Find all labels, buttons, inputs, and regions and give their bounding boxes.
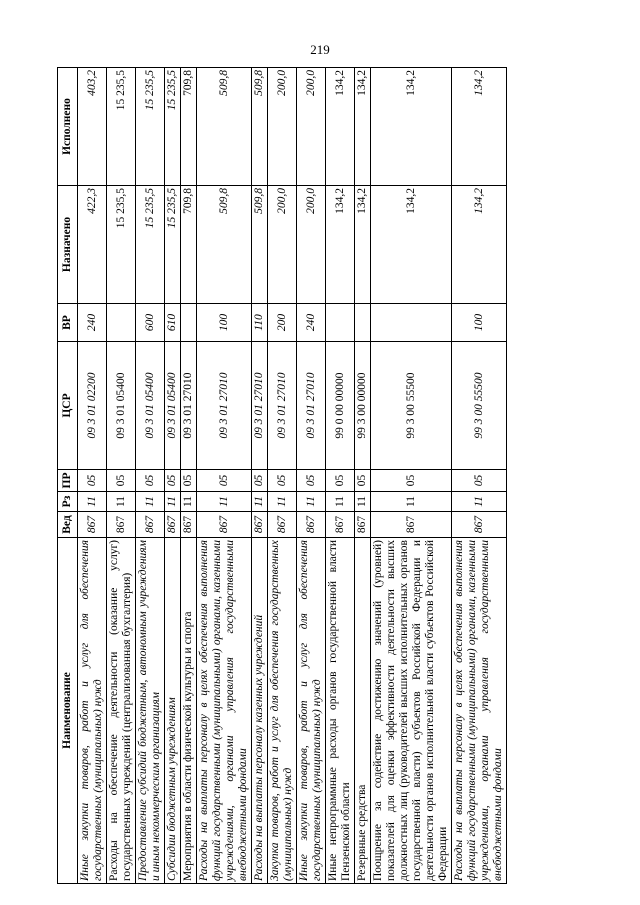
cell-csr: 09 3 01 27010 bbox=[252, 342, 268, 470]
cell-csr: 09 3 01 05400 bbox=[107, 342, 136, 470]
cell-pr: 05 bbox=[355, 470, 371, 492]
cell-csr: 09 3 01 27010 bbox=[181, 342, 197, 470]
header-ved: Вед bbox=[58, 512, 78, 538]
cell-pr: 05 bbox=[107, 470, 136, 492]
cell-pr: 05 bbox=[326, 470, 355, 492]
cell-vr: 600 bbox=[136, 304, 165, 342]
cell-name: Резервные средства bbox=[355, 538, 371, 884]
cell-rz: 11 bbox=[268, 492, 297, 512]
cell-naznacheno: 134,2 bbox=[371, 186, 452, 304]
table-row bbox=[371, 68, 452, 884]
rotated-table-container bbox=[57, 68, 533, 884]
cell-ispolneno: 134,2 bbox=[371, 68, 452, 186]
cell-pr: 05 bbox=[452, 470, 507, 492]
table-row bbox=[297, 68, 326, 884]
cell-vr bbox=[326, 304, 355, 342]
cell-name: Расходы на выплаты персоналу в целях обеспечения выполнения функций государственными (муниципальными) органами, казенными учреждениями, органами управления государственными внебюджетными фондами bbox=[197, 538, 252, 884]
cell-rz: 11 bbox=[355, 492, 371, 512]
cell-rz: 11 bbox=[297, 492, 326, 512]
cell-rz: 11 bbox=[165, 492, 181, 512]
cell-vr: 200 bbox=[268, 304, 297, 342]
cell-naznacheno: 15 235,5 bbox=[136, 186, 165, 304]
cell-ispolneno: 709,8 bbox=[181, 68, 197, 186]
cell-pr: 05 bbox=[252, 470, 268, 492]
cell-naznacheno: 15 235,5 bbox=[107, 186, 136, 304]
cell-pr: 05 bbox=[78, 470, 107, 492]
cell-ispolneno: 509,8 bbox=[197, 68, 252, 186]
cell-name: Мероприятия в области физической культуры и спорта bbox=[181, 538, 197, 884]
header-ispolneno: Исполнено bbox=[58, 68, 78, 186]
cell-naznacheno: 134,2 bbox=[355, 186, 371, 304]
cell-ispolneno: 134,2 bbox=[355, 68, 371, 186]
cell-naznacheno: 422,3 bbox=[78, 186, 107, 304]
cell-ispolneno: 15 235,5 bbox=[107, 68, 136, 186]
cell-ved: 867 bbox=[252, 512, 268, 538]
header-naznacheno: Назначено bbox=[58, 186, 78, 304]
cell-ved: 867 bbox=[371, 512, 452, 538]
cell-naznacheno: 15 235,5 bbox=[165, 186, 181, 304]
cell-name: Субсидии бюджетным учреждениям bbox=[165, 538, 181, 884]
table-row bbox=[355, 68, 371, 884]
cell-ved: 867 bbox=[268, 512, 297, 538]
cell-pr: 05 bbox=[297, 470, 326, 492]
cell-csr: 09 3 01 02200 bbox=[78, 342, 107, 470]
cell-csr: 99 3 00 55500 bbox=[371, 342, 452, 470]
cell-csr: 09 3 01 05400 bbox=[165, 342, 181, 470]
table-row bbox=[107, 68, 136, 884]
table-row bbox=[197, 68, 252, 884]
cell-ispolneno: 200,0 bbox=[268, 68, 297, 186]
table-header-row bbox=[58, 68, 78, 884]
cell-ved: 867 bbox=[355, 512, 371, 538]
cell-csr: 09 3 01 27010 bbox=[268, 342, 297, 470]
cell-ved: 867 bbox=[165, 512, 181, 538]
header-csr: ЦСР bbox=[58, 342, 78, 470]
cell-rz: 11 bbox=[326, 492, 355, 512]
cell-rz: 11 bbox=[452, 492, 507, 512]
cell-naznacheno: 509,8 bbox=[197, 186, 252, 304]
cell-pr: 05 bbox=[268, 470, 297, 492]
table-row bbox=[165, 68, 181, 884]
cell-pr: 05 bbox=[165, 470, 181, 492]
cell-csr: 09 3 01 27010 bbox=[197, 342, 252, 470]
cell-pr: 05 bbox=[181, 470, 197, 492]
cell-naznacheno: 509,8 bbox=[252, 186, 268, 304]
cell-vr: 100 bbox=[452, 304, 507, 342]
cell-pr: 05 bbox=[371, 470, 452, 492]
cell-name: Расходы на обеспечение деятельности (оказание услуг) государственных учреждений (централизованная бухгалтерия) bbox=[107, 538, 136, 884]
cell-ved: 867 bbox=[326, 512, 355, 538]
header-name: Наименование bbox=[58, 538, 78, 884]
table-row bbox=[181, 68, 197, 884]
cell-name: Предоставление субсидий бюджетным, автономным учреждениям и иным некоммерческим организациям bbox=[136, 538, 165, 884]
cell-ved: 867 bbox=[107, 512, 136, 538]
cell-csr: 09 3 01 27010 bbox=[297, 342, 326, 470]
cell-ispolneno: 15 235,5 bbox=[165, 68, 181, 186]
table-row bbox=[326, 68, 355, 884]
cell-naznacheno: 709,8 bbox=[181, 186, 197, 304]
cell-rz: 11 bbox=[181, 492, 197, 512]
cell-rz: 11 bbox=[197, 492, 252, 512]
cell-naznacheno: 134,2 bbox=[452, 186, 507, 304]
cell-ved: 867 bbox=[181, 512, 197, 538]
cell-ispolneno: 403,2 bbox=[78, 68, 107, 186]
cell-vr: 610 bbox=[165, 304, 181, 342]
cell-name: Иные закупки товаров, работ и услуг для обеспечения государственных (муниципальных) нужд bbox=[78, 538, 107, 884]
cell-pr: 05 bbox=[197, 470, 252, 492]
cell-ispolneno: 134,2 bbox=[452, 68, 507, 186]
cell-name: Расходы на выплаты персоналу казенных учреждений bbox=[252, 538, 268, 884]
cell-ispolneno: 200,0 bbox=[297, 68, 326, 186]
cell-pr: 05 bbox=[136, 470, 165, 492]
header-pr: ПР bbox=[58, 470, 78, 492]
cell-ispolneno: 134,2 bbox=[326, 68, 355, 186]
table-row bbox=[268, 68, 297, 884]
cell-ved: 867 bbox=[136, 512, 165, 538]
cell-csr: 99 3 00 00000 bbox=[355, 342, 371, 470]
cell-vr bbox=[371, 304, 452, 342]
cell-name: Закупка товаров, работ и услуг для обеспечения государственных (муниципальных) нужд bbox=[268, 538, 297, 884]
cell-name: Иные закупки товаров, работ и услуг для обеспечения государственных (муниципальных) нужд bbox=[297, 538, 326, 884]
cell-rz: 11 bbox=[107, 492, 136, 512]
table-row bbox=[452, 68, 507, 884]
table-row bbox=[136, 68, 165, 884]
cell-name: Поощрение за содействие достижению значений (уровней) показателей для оценки эффективности деятельности высших должностных лиц (руководителей высших исполнительных органов государственной власти) субъектов Российской Федерации и деятельности органов исполнительной власти субъектов Российской Федерации bbox=[371, 538, 452, 884]
cell-csr: 09 3 01 05400 bbox=[136, 342, 165, 470]
header-vr: ВР bbox=[58, 304, 78, 342]
cell-ispolneno: 509,8 bbox=[252, 68, 268, 186]
cell-vr bbox=[181, 304, 197, 342]
cell-csr: 99 0 00 00000 bbox=[326, 342, 355, 470]
cell-naznacheno: 134,2 bbox=[326, 186, 355, 304]
header-rz: Рз bbox=[58, 492, 78, 512]
cell-rz: 11 bbox=[252, 492, 268, 512]
cell-rz: 11 bbox=[136, 492, 165, 512]
cell-vr: 240 bbox=[297, 304, 326, 342]
cell-rz: 11 bbox=[371, 492, 452, 512]
cell-csr: 99 3 00 55500 bbox=[452, 342, 507, 470]
cell-ispolneno: 15 235,5 bbox=[136, 68, 165, 186]
cell-name: Расходы на выплаты персоналу в целях обеспечения выполнения функций государственными (муниципальными) органами, казенными учреждениями, органами управления государственными внебюджетными фондами bbox=[452, 538, 507, 884]
cell-name: Иные непрограммные расходы органов государственной власти Пензенской области bbox=[326, 538, 355, 884]
cell-ved: 867 bbox=[78, 512, 107, 538]
page-number: 219 bbox=[310, 42, 330, 57]
budget-table bbox=[57, 67, 507, 884]
table-body bbox=[78, 68, 507, 884]
cell-ved: 867 bbox=[452, 512, 507, 538]
cell-vr bbox=[355, 304, 371, 342]
cell-vr bbox=[107, 304, 136, 342]
cell-ved: 867 bbox=[297, 512, 326, 538]
cell-ved: 867 bbox=[197, 512, 252, 538]
cell-vr: 100 bbox=[197, 304, 252, 342]
cell-naznacheno: 200,0 bbox=[297, 186, 326, 304]
cell-rz: 11 bbox=[78, 492, 107, 512]
cell-vr: 240 bbox=[78, 304, 107, 342]
table-row bbox=[78, 68, 107, 884]
cell-vr: 110 bbox=[252, 304, 268, 342]
cell-naznacheno: 200,0 bbox=[268, 186, 297, 304]
table-row bbox=[252, 68, 268, 884]
